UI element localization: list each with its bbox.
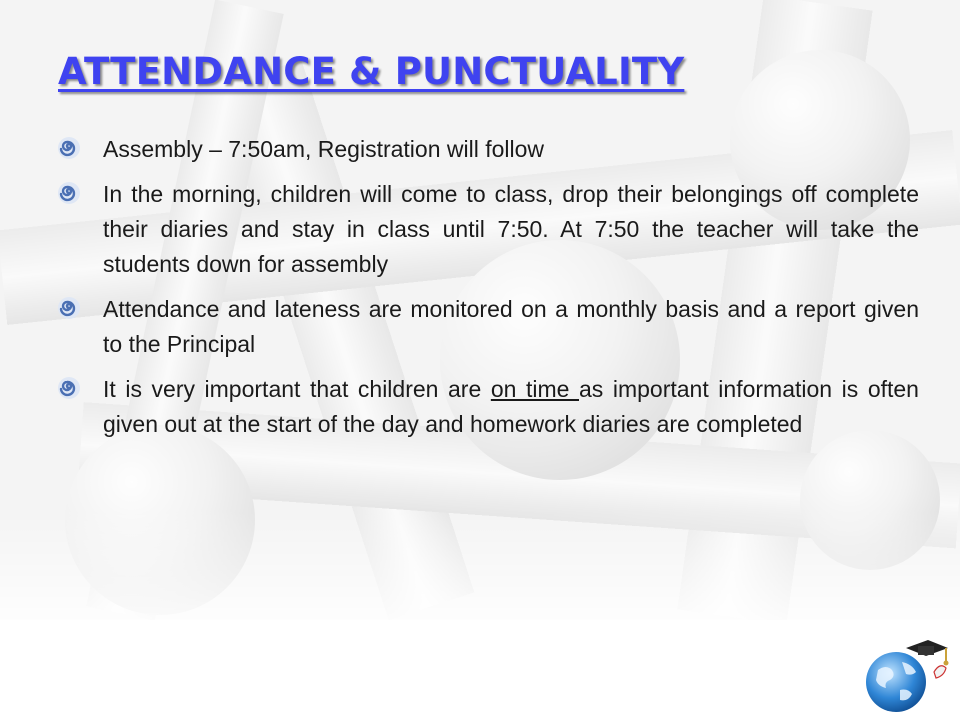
bullet-text: [103, 292, 919, 362]
text-run: In the morning, children will come to class, drop their belongings off complete their diaries and stay in class until 7:50. At 7:50 the teacher will take the students down for assembly: [103, 181, 919, 277]
swirl-bullet-icon: [57, 296, 81, 320]
swirl-bullet-icon: [57, 136, 81, 160]
globe-graduation-cap-icon: [858, 632, 950, 714]
bullet-item: [57, 132, 919, 167]
text-run: as important information is often given out at the start of the day and homework diaries are completed: [103, 376, 919, 437]
text-run: Attendance and lateness are monitored on a monthly basis and a report given to the Principal: [103, 296, 919, 357]
bullet-list: [57, 132, 919, 452]
slide-title: ATTENDANCE & PUNCTUALITY: [58, 50, 685, 93]
bullet-text: [103, 177, 919, 282]
bullet-item: [57, 372, 919, 442]
bullet-text: [103, 372, 919, 442]
on-time-emphasis: on time: [490, 376, 579, 402]
text-run: It is very important that children are: [103, 376, 491, 402]
swirl-bullet-icon: [57, 181, 81, 205]
swirl-bullet-icon: [57, 376, 81, 400]
text-run: Assembly – 7:50am, Registration will follow: [103, 136, 545, 162]
bullet-text: [103, 132, 919, 167]
bullet-item: [57, 177, 919, 282]
bullet-item: [57, 292, 919, 362]
